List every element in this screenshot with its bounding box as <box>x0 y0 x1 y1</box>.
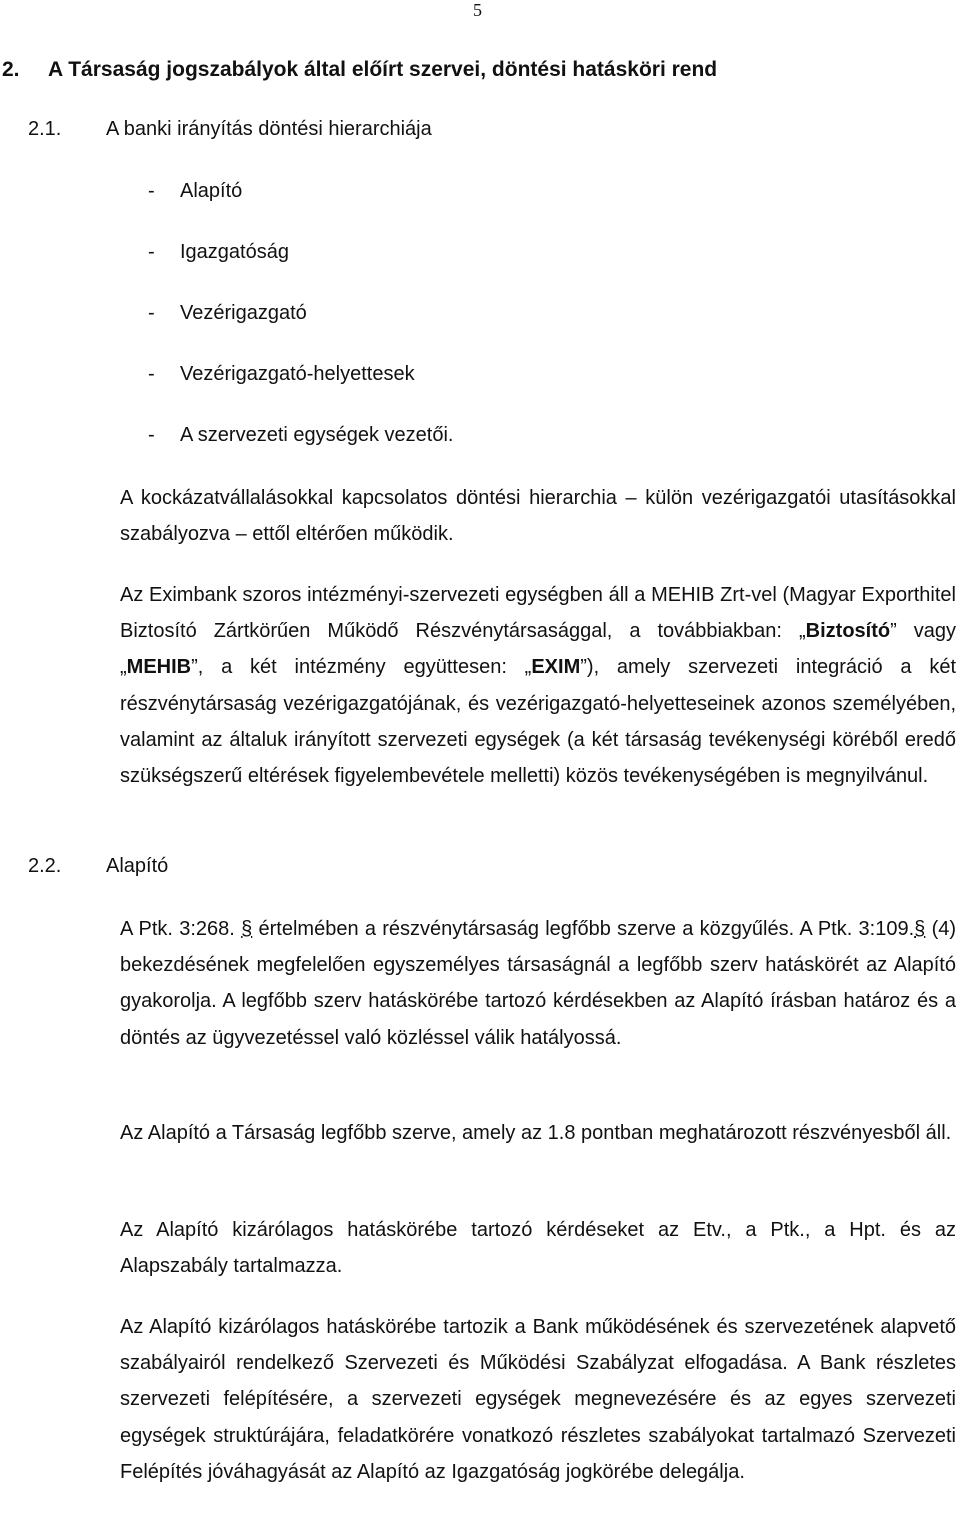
subsection-title: A banki irányítás döntési hierarchiája <box>106 118 432 140</box>
list-item-label: Vezérigazgató <box>180 302 307 324</box>
subsection-heading-2-2 <box>28 855 168 878</box>
paragraph-exclusive-scope: Az Alapító kizárólagos hatáskörébe tartozó kérdéseket az Etv., a Ptk., a Hpt. és az Alapszabály tartalmazza. <box>120 1219 956 1278</box>
dash-bullet: - <box>148 180 155 202</box>
text-run: A Ptk. 3:268. <box>120 918 242 940</box>
subsection-number: 2.2. <box>28 855 62 877</box>
paragraph-organizational-rules: Az Alapító kizárólagos hatáskörébe tartozik a Bank működésének és szervezetének alapvető szabályairól rendelkező Szervezeti és Működési Szabályzat elfogadása. A Bank részletes szervezeti felépítésére, a szervezeti egységek megnevezésére és az egyes szervezeti egységek struktúrájára, feladatkörére vonatkozó részletes szabályokat tartalmazó Szervezeti Felépítés jóváhagyását az Alapító az Igazgatóság jogkörébe delegálja. <box>120 1316 956 1483</box>
section-sign: § <box>914 918 926 940</box>
subsection-heading-2-1 <box>28 118 432 141</box>
defined-term-biztosito: Biztosító <box>805 620 891 643</box>
list-item-label: Alapító <box>180 180 243 202</box>
paragraph-founder: Az Alapító a Társaság legfőbb szerve, amely az 1.8 pontban meghatározott részvényesből áll. <box>120 1122 952 1144</box>
dash-bullet: - <box>148 424 155 446</box>
list-item <box>148 424 453 447</box>
defined-term-exim: EXIM <box>531 656 581 679</box>
subsection-title: Alapító <box>106 855 169 877</box>
section-heading <box>0 58 717 82</box>
list-item <box>148 180 242 203</box>
section-title: A Társaság jogszabályok által előírt szervei, döntési hatásköri rend <box>48 58 718 81</box>
subsection-number: 2.1. <box>28 118 62 140</box>
list-item-label: A szervezeti egységek vezetői. <box>180 424 454 446</box>
text-run: Az Eximbank szoros intézményi-szervezeti egységben áll a MEHIB Zrt-vel (Magyar Exporthitel Biztosító Zártkörűen Működő Részvénytársasággal, a továbbiakban: „ <box>120 584 956 643</box>
text-run: (4) bekezdésének megfelelően egyszemélyes társaságnál a legfőbb szerv hatáskörét az Alapító gyakorolja. A legfőbb szerv hatáskörébe tartozó kérdésekben az Alapító írásban határoz és a döntés az ügyvezetéssel való közléssel válik hatályossá. <box>120 918 957 1049</box>
section-number: 2. <box>2 58 20 81</box>
paragraph-risk-hierarchy: A kockázatvállalásokkal kapcsolatos döntési hierarchia – külön vezérigazgatói utasításokkal szabályozva – ettől eltérően működik. <box>120 487 956 546</box>
text-run: ”, a két intézmény együttesen: „ <box>191 656 532 679</box>
text-run: ”), amely szervezeti integráció a két részvénytársaság vezérigazgatójának, és vezérigazgató-helyetteseinek azonos személyében, valamint az általuk irányított szervezeti egységek (a két társaság tevékenységi köréből eredő szükségszerű eltérések figyelembevétele melletti) közös tevékenységében is megnyilvánul. <box>120 656 956 788</box>
dash-bullet: - <box>148 363 155 385</box>
defined-term-mehib: MEHIB <box>126 656 192 679</box>
list-item-label: Vezérigazgató-helyettesek <box>180 363 415 385</box>
text-run: értelmében a részvénytársaság legfőbb szerve a közgyűlés. A Ptk. 3:109. <box>252 918 915 940</box>
section-sign: § <box>241 918 253 940</box>
dash-bullet: - <box>148 302 155 324</box>
list-item <box>148 241 289 264</box>
paragraph-exim <box>120 577 956 794</box>
list-item <box>148 363 415 386</box>
text-run: ” vagy „ <box>120 620 956 679</box>
list-item <box>148 302 307 325</box>
list-item-label: Igazgatóság <box>180 241 289 263</box>
page-number: 5 <box>473 0 482 20</box>
dash-bullet: - <box>148 241 155 263</box>
paragraph-ptk <box>120 911 956 1056</box>
